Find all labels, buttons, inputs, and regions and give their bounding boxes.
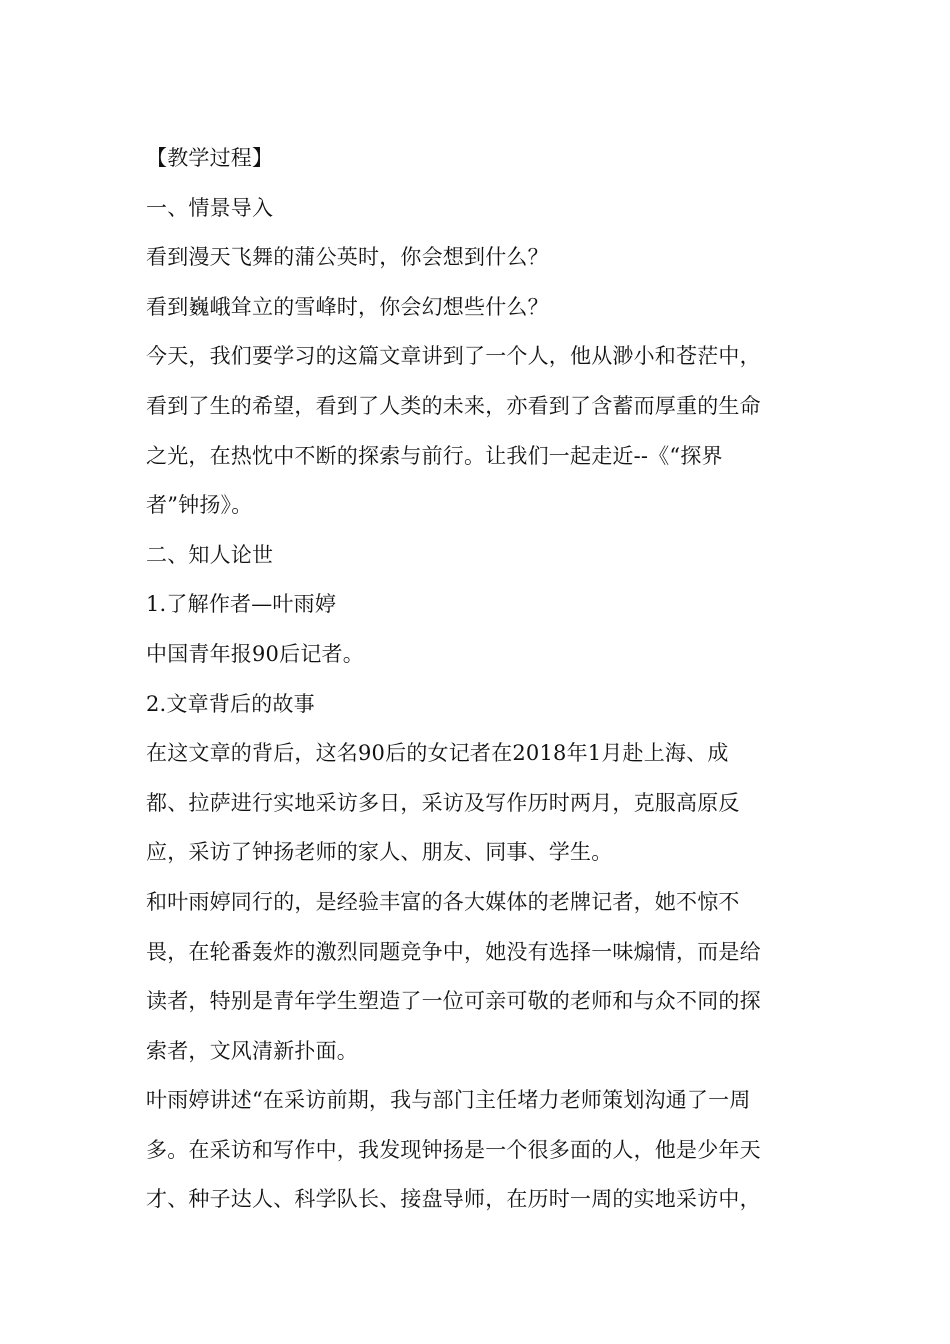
paragraph-snow-peak (146, 283, 816, 333)
section-title: 【教学过程】 (146, 146, 274, 170)
text-line: 应，采访了钟扬老师的家人、朋友、同事、学生。 (146, 840, 613, 865)
paragraph-story-2 (146, 878, 816, 1076)
subheading-story: 2.文章背后的故事 (146, 691, 315, 716)
subheading-author: 1.了解作者—叶雨婷 (146, 592, 337, 617)
text-line: 叶雨婷讲述“在采访前期，我与部门主任堵力老师策划沟通了一周 (146, 1088, 751, 1113)
text-line: 之光，在热忱中不断的探索与前行。让我们一起走近--《“探界 (146, 443, 723, 468)
paragraph-story-1 (146, 729, 816, 878)
text-line: 才、种子达人、科学队长、接盘导师，在历时一周的实地采访中， (146, 1187, 761, 1212)
paragraph-author-bio (146, 630, 816, 680)
text-line: 畏，在轮番轰炸的激烈同题竞争中，她没有选择一味煽情，而是给 (146, 939, 761, 964)
text-line: 今天，我们要学习的这篇文章讲到了一个人，他从渺小和苍茫中， (146, 344, 761, 369)
text-line: 多。在采访和写作中，我发现钟扬是一个很多面的人，他是少年天 (146, 1137, 761, 1162)
text-line: 者”钟扬》。 (146, 493, 253, 518)
text-line: 看到巍峨耸立的雪峰时，你会幻想些什么？ (146, 294, 549, 319)
paragraph-intro-lesson (146, 332, 816, 530)
text-line: 看到了生的希望，看到了人类的未来，亦看到了含蓄而厚重的生命 (146, 393, 761, 418)
text-line: 看到漫天飞舞的蒲公英时，你会想到什么？ (146, 245, 549, 270)
paragraph-dandelion (146, 233, 816, 283)
paragraph-story-3 (146, 1076, 816, 1225)
heading-know-author: 二、知人论世 (146, 542, 274, 567)
text-line: 中国青年报90后记者。 (146, 641, 364, 666)
text-line: 在这文章的背后，这名90后的女记者在2018年1月赴上海、成 (146, 741, 729, 766)
text-line: 都、拉萨进行实地采访多日，采访及写作历时两月，克服高原反 (146, 790, 740, 815)
text-line: 索者，文风清新扑面。 (146, 1038, 358, 1063)
text-line: 和叶雨婷同行的，是经验丰富的各大媒体的老牌记者，她不惊不 (146, 889, 740, 914)
text-line: 读者，特别是青年学生塑造了一位可亲可敬的老师和与众不同的探 (146, 989, 761, 1014)
heading-scene-intro: 一、情景导入 (146, 195, 274, 220)
document-body (146, 134, 816, 1225)
